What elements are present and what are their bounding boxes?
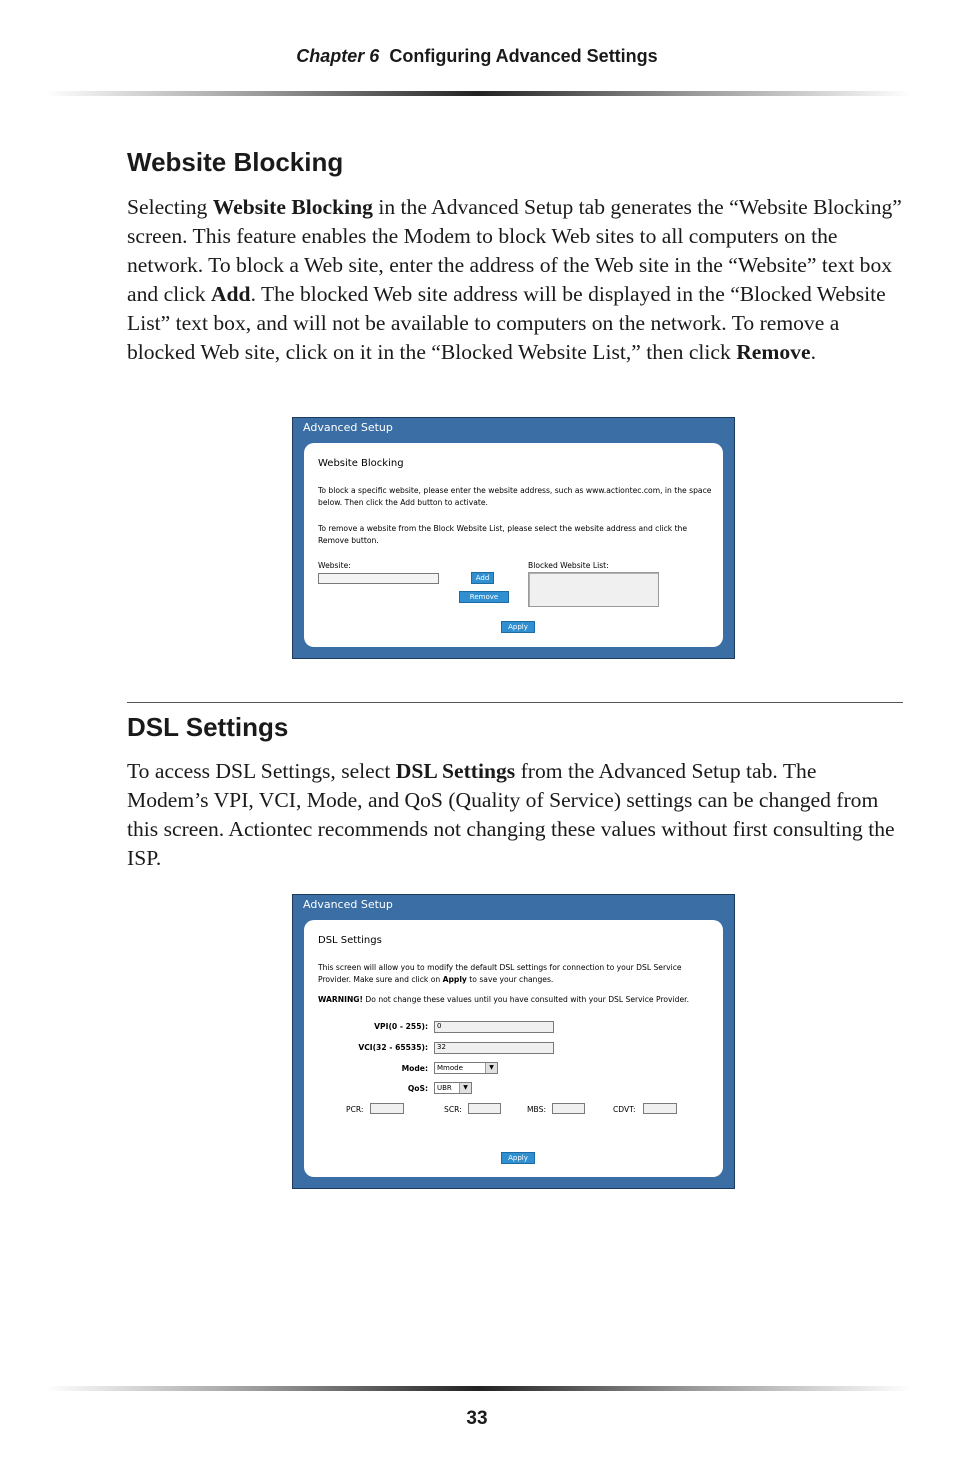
section-divider <box>127 702 903 703</box>
window-title: Advanced Setup <box>303 898 393 911</box>
window-title: Advanced Setup <box>303 421 393 434</box>
dsl-settings-paragraph <box>127 757 902 873</box>
warning-label: WARNING! <box>318 995 363 1004</box>
website-blocking-paragraph <box>127 193 902 367</box>
vpi-input[interactable]: 0 <box>434 1021 554 1033</box>
pcr-label: PCR: <box>346 1105 364 1114</box>
panel-title: Website Blocking <box>318 458 404 469</box>
chapter-label: Chapter 6 <box>296 46 380 66</box>
wb-text-4: . <box>810 340 816 364</box>
add-button[interactable]: Add <box>471 572 494 584</box>
dsl-text-2: from the Advanced Setup tab. The Modem’s VPI, VCI, Mode, and QoS (Quality of Service) settings can be changed from this screen. Actiontec recommends not changing these values without first consulting the ISP. <box>127 759 895 870</box>
scr-label: SCR: <box>444 1105 462 1114</box>
blocked-website-list[interactable] <box>528 572 659 607</box>
qos-value: UBR <box>437 1084 452 1092</box>
website-label: Website: <box>318 561 351 570</box>
running-head <box>0 46 954 67</box>
mode-select[interactable] <box>434 1062 498 1074</box>
mode-value: Mmode <box>437 1064 463 1072</box>
dsl-bold-1: DSL Settings <box>395 759 516 783</box>
header-rule <box>45 91 911 96</box>
wb-bold-2: Add <box>210 282 251 306</box>
chevron-down-icon: ▼ <box>459 1083 471 1093</box>
wb-bold-1: Website Blocking <box>212 195 373 219</box>
panel-title: DSL Settings <box>318 935 382 946</box>
website-input[interactable] <box>318 573 439 584</box>
dsl-instr-2: to save your changes. <box>466 975 554 984</box>
remove-button[interactable]: Remove <box>459 591 509 603</box>
wb-bold-3: Remove <box>736 340 811 364</box>
apply-button[interactable]: Apply <box>501 621 535 633</box>
wb-text-2: in the Advanced Setup tab generates the “Website Blocking” screen. This feature enables the Modem to block Web sites to all computers on the network. To block a Web site, enter the address of the Web site in the “Website” text box and click <box>127 195 902 306</box>
dsl-settings-screenshot <box>292 894 735 1189</box>
dsl-instr-1: This screen will allow you to modify the default DSL settings for connection to your DSL Service Provider. Make sure and click on <box>318 963 682 984</box>
vci-label: VCI(32 - 65535): <box>358 1043 428 1052</box>
cdvt-input[interactable] <box>643 1103 677 1114</box>
mbs-label: MBS: <box>527 1105 547 1114</box>
qos-label: QoS: <box>407 1084 428 1093</box>
footer-rule <box>45 1386 911 1391</box>
qos-select[interactable] <box>434 1082 472 1094</box>
pcr-input[interactable] <box>370 1103 404 1114</box>
apply-button[interactable]: Apply <box>501 1152 535 1164</box>
page-number: 33 <box>466 1408 488 1429</box>
wb-text-3: . The blocked Web site address will be displayed in the “Blocked Website List” text box, and will not be available to computers on the network. To remove a blocked Web site, click on it in the “Blocked Website List,” then click <box>127 282 886 364</box>
website-blocking-screenshot <box>292 417 735 659</box>
dsl-settings-heading: DSL Settings <box>127 712 289 742</box>
scr-input[interactable] <box>468 1103 501 1114</box>
vpi-label: VPI(0 - 255): <box>374 1022 428 1031</box>
warning-text: Do not change these values until you have consulted with your DSL Service Provider. <box>363 995 689 1004</box>
settings-panel <box>304 920 723 1177</box>
instructions-remove: To remove a website from the Block Website List, please select the website address and click the Remove button. <box>318 524 688 545</box>
dsl-instructions <box>318 962 716 986</box>
website-blocking-heading: Website Blocking <box>127 147 344 177</box>
instructions-add: To block a specific website, please enter the website address, such as www.actiontec.com, in the space below. Then click the Add button to activate. <box>318 486 712 507</box>
cdvt-label: CDVT: <box>613 1105 636 1114</box>
dsl-instr-apply: Apply <box>442 975 467 984</box>
settings-panel <box>304 443 723 647</box>
blocked-list-label: Blocked Website List: <box>528 561 609 570</box>
wb-text-1: Selecting <box>127 195 213 219</box>
vci-input[interactable]: 32 <box>434 1042 554 1054</box>
chapter-title: Configuring Advanced Settings <box>389 46 658 66</box>
mbs-input[interactable] <box>552 1103 585 1114</box>
dsl-warning <box>318 994 716 1006</box>
dsl-text-1: To access DSL Settings, select <box>127 759 396 783</box>
mode-label: Mode: <box>401 1064 428 1073</box>
chevron-down-icon: ▼ <box>485 1063 497 1073</box>
